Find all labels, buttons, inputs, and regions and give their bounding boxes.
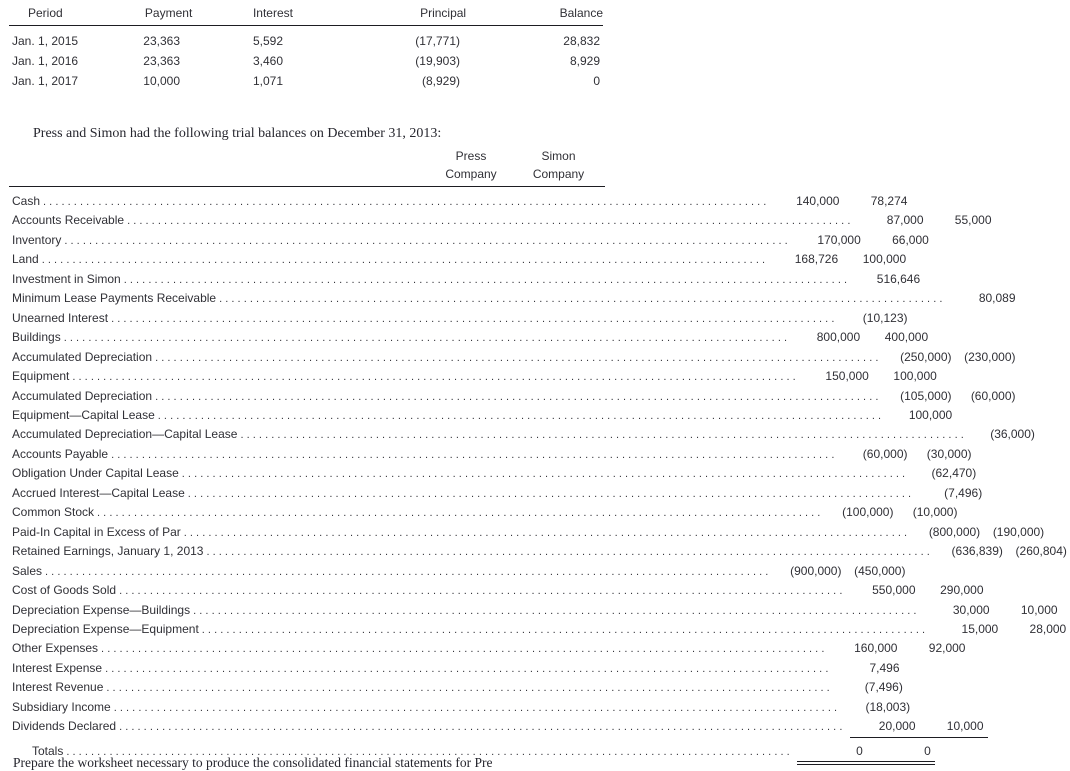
simon-amount-value: 400,000: [884, 330, 929, 345]
simon-amount-cell: [888, 406, 956, 424]
dot-leader: [111, 445, 837, 464]
simon-amount-cell: [843, 192, 911, 210]
totals-simon-amount: [867, 742, 935, 762]
press-amount-cell: [842, 445, 908, 463]
simon-amount-cell: [920, 717, 988, 737]
dot-leader: [42, 250, 768, 269]
amortization-body: [12, 31, 603, 91]
amortization-balance-cell: 28,832: [563, 34, 600, 48]
amortization-principal-cell: (19,903): [415, 54, 460, 68]
amortization-payment-cell: 23,363: [143, 54, 180, 68]
account-label: Land: [12, 252, 39, 267]
amortization-header-balance: Balance: [559, 6, 603, 20]
trial-balance-body: [12, 192, 1067, 738]
account-label: Inventory: [12, 232, 62, 247]
simon-amount-value: 290,000: [940, 583, 984, 598]
dot-leader: [119, 717, 845, 736]
simon-amount-value: 28,000: [1029, 621, 1067, 636]
dot-leader: [124, 270, 850, 289]
account-label: Accumulated Depreciation: [12, 388, 153, 403]
dot-leader: [43, 192, 769, 211]
dot-leader: [155, 387, 881, 406]
totals-label: Totals: [32, 743, 64, 758]
dot-leader: [127, 211, 853, 230]
press-amount-cell: [773, 192, 843, 210]
press-amount-value: 168,726: [794, 252, 839, 267]
account-label: Unearned Interest: [12, 310, 109, 325]
trial-balance-row: [12, 387, 1016, 406]
trial-balance-header-row: [9, 148, 605, 187]
account-label: Equipment: [12, 369, 70, 384]
account-label: Accrued Interest—Capital Lease: [12, 485, 185, 500]
dot-leader: [158, 406, 884, 425]
account-label: Cost of Goods Sold: [12, 583, 117, 598]
simon-amount-value: (10,000): [912, 505, 958, 520]
press-amount-value: (250,000): [900, 349, 952, 364]
account-label: Obligation Under Capital Lease: [12, 466, 179, 481]
press-amount-cell: [937, 542, 1003, 560]
amortization-balance-cell: 0: [593, 74, 600, 88]
simon-amount-value: 78,274: [870, 194, 908, 208]
trial-balance-row: [12, 698, 911, 717]
dot-leader: [182, 464, 908, 483]
dot-leader: [188, 484, 914, 503]
press-amount-value: (7,496): [864, 680, 903, 695]
simon-amount-cell: [873, 367, 941, 385]
dot-leader: [111, 309, 837, 328]
simon-amount-value: 100,000: [908, 407, 953, 422]
simon-amount-value: 10,000: [920, 717, 988, 737]
trial-balance-row: [12, 406, 953, 425]
dot-leader: [64, 231, 790, 250]
simon-amount-value: (30,000): [926, 446, 972, 461]
amortization-interest-cell: 1,071: [252, 74, 283, 88]
amortization-balance-cell: 8,929: [569, 54, 600, 68]
account-label: Retained Earnings, January 1, 2013: [12, 544, 204, 559]
press-amount-value: 516,646: [876, 271, 921, 286]
amortization-period-cell: Jan. 1, 2017: [12, 74, 79, 88]
account-label: Accumulated Depreciation: [12, 349, 153, 364]
amortization-period-cell: Jan. 1, 2015: [12, 34, 79, 48]
simon-amount-value: (190,000): [992, 524, 1045, 539]
dot-leader: [240, 425, 966, 444]
dot-leader: [184, 523, 910, 542]
press-amount-cell: [924, 601, 994, 619]
dot-leader: [106, 678, 832, 697]
simon-amount-cell: [980, 523, 1044, 541]
press-amount-value: 20,000: [850, 717, 920, 737]
trial-balance-row: [12, 445, 972, 464]
account-label: Dividends Declared: [12, 719, 117, 734]
account-label: Cash: [12, 194, 41, 208]
dot-leader: [105, 659, 831, 678]
simon-amount-value: 66,000: [892, 232, 929, 247]
trial-balance-row: [12, 484, 983, 503]
intro-paragraph: Press and Simon had the following trial balances on December 31, 2013:: [33, 126, 442, 141]
simon-amount-value: (260,804): [1015, 544, 1067, 559]
press-amount-cell: [844, 698, 910, 716]
simon-amount-value: 10,000: [1020, 602, 1058, 617]
trial-balance-row: [12, 581, 984, 600]
press-amount-cell: [803, 367, 873, 385]
press-amount-cell: [854, 270, 924, 288]
simon-amount-value: (60,000): [970, 388, 1016, 403]
press-amount-cell: [837, 678, 903, 696]
press-amount-cell: [775, 562, 841, 580]
press-amount-cell: [850, 581, 920, 599]
amortization-principal-cell: (8,929): [421, 74, 460, 88]
header-spacer: [12, 148, 416, 183]
amortization-interest-cell: 3,460: [252, 54, 283, 68]
account-label: Minimum Lease Payments Receivable: [12, 291, 217, 306]
account-label: Interest Expense: [12, 660, 103, 675]
press-amount-value: 170,000: [817, 232, 861, 247]
amortization-principal-cell: (17,771): [415, 34, 460, 48]
account-label: Sales: [12, 563, 43, 578]
account-label: Investment in Simon: [12, 271, 121, 286]
simon-amount-value: (450,000): [854, 563, 906, 578]
account-label: Interest Revenue: [12, 680, 104, 695]
press-amount-cell: [950, 289, 1020, 307]
dot-leader: [193, 601, 919, 620]
trial-balance-row: [12, 678, 903, 697]
dot-leader: [72, 367, 798, 386]
dot-leader: [206, 542, 932, 561]
amortization-row: [12, 31, 603, 51]
account-label: Accounts Payable: [12, 446, 109, 461]
simon-amount-cell: [908, 445, 972, 463]
press-amount-value: 800,000: [816, 330, 861, 345]
simon-amount-cell: [952, 387, 1016, 405]
amortization-row: [12, 51, 603, 71]
press-amount-value: (800,000): [928, 524, 981, 539]
trial-balance-row: [12, 601, 1058, 620]
amortization-header-payment: Payment: [144, 6, 193, 20]
account-label: Common Stock: [12, 505, 95, 520]
press-amount-value: 150,000: [825, 369, 869, 384]
simon-amount-cell: [1003, 542, 1067, 560]
press-amount-cell: [914, 523, 980, 541]
simon-amount-value: 100,000: [862, 252, 907, 267]
press-amount-value: (900,000): [790, 563, 842, 578]
simon-amount-value: (230,000): [964, 349, 1016, 364]
press-amount-value: 87,000: [886, 213, 924, 228]
simon-amount-cell: [920, 581, 988, 599]
press-amount-value: 140,000: [796, 194, 840, 208]
simon-amount-cell: [971, 425, 1035, 443]
simon-company-header: [512, 148, 605, 183]
press-amount-value: 30,000: [952, 602, 990, 617]
dot-leader: [114, 698, 840, 717]
simon-amount-cell: [893, 503, 957, 521]
account-label: Accumulated Depreciation—Capital Lease: [12, 427, 238, 442]
simon-header-line1: Simon: [541, 149, 576, 163]
press-amount-cell: [886, 348, 952, 366]
account-label: Accounts Receivable: [12, 213, 125, 228]
dot-leader: [97, 503, 823, 522]
press-amount-cell: [886, 387, 952, 405]
press-amount-value: (10,123): [862, 310, 908, 325]
simon-header-line2: Company: [532, 166, 585, 181]
press-amount-value: 550,000: [872, 583, 916, 598]
account-label: Equipment—Capital Lease: [12, 407, 155, 422]
amortization-header-row: [9, 4, 603, 26]
trial-balance-row: [12, 270, 921, 289]
trial-balance-row: [12, 659, 900, 678]
press-amount-value: (105,000): [900, 388, 952, 403]
trial-balance-row: [12, 620, 1067, 639]
amortization-table: [12, 4, 603, 91]
simon-amount-value: 55,000: [954, 213, 992, 228]
trial-balance-row: [12, 348, 1016, 367]
simon-amount-cell: [864, 328, 932, 346]
simon-amount-cell: [928, 211, 996, 229]
totals-simon-value: 0: [867, 742, 935, 762]
trial-balance-row: [12, 289, 1016, 308]
press-amount-cell: [842, 309, 908, 327]
simon-amount-cell: [952, 348, 1016, 366]
press-amount-value: (636,839): [951, 544, 1003, 559]
trial-balance-row: [12, 425, 1035, 444]
dot-leader: [101, 639, 827, 658]
account-label: Subsidiary Income: [12, 699, 111, 714]
simon-amount-cell: [841, 562, 905, 580]
clipped-bottom-text: Prepare the worksheet necessary to produce the consolidated financial statements for Pre: [13, 754, 493, 770]
simon-amount-value: (62,470): [931, 466, 977, 481]
dot-leader: [64, 328, 790, 347]
trial-balance-row: [12, 639, 966, 658]
trial-balance-row: [12, 523, 1045, 542]
account-label: Paid-In Capital in Excess of Par: [12, 524, 181, 539]
amortization-header-principal: Principal: [420, 6, 467, 20]
totals-press-amount: [797, 742, 867, 762]
simon-amount-value: (7,496): [944, 485, 983, 500]
trial-balance-row: [12, 503, 958, 522]
trial-balance-row: [12, 562, 906, 581]
simon-amount-cell: [865, 231, 933, 249]
trial-balance-row: [12, 464, 977, 483]
dot-leader: [45, 562, 771, 581]
trial-balance-row: [12, 309, 908, 328]
dot-leader: [119, 581, 845, 600]
press-amount-value: 80,089: [978, 291, 1016, 306]
press-amount-cell: [858, 211, 928, 229]
press-amount-value: 15,000: [961, 621, 999, 636]
simon-amount-cell: [918, 484, 982, 502]
press-amount-cell: [794, 328, 864, 346]
amortization-header-interest: Interest: [252, 6, 293, 20]
press-amount-value: (100,000): [842, 505, 894, 520]
trial-balance-row: [12, 192, 908, 211]
press-header-line2: Company: [445, 166, 497, 181]
trial-balance-row: [12, 328, 929, 347]
trial-balance-row: [12, 367, 937, 386]
dot-leader: [202, 620, 928, 639]
simon-amount-cell: [1002, 620, 1070, 638]
trial-balance-row: [12, 231, 929, 250]
simon-amount-cell: [842, 250, 910, 268]
press-amount-cell: [850, 717, 920, 737]
account-label: Other Expenses: [12, 641, 99, 656]
press-amount-value: 160,000: [854, 641, 898, 656]
simon-amount-cell: [994, 601, 1062, 619]
press-amount-cell: [795, 231, 865, 249]
trial-balance-row: [12, 542, 1067, 561]
press-header-line1: Press: [455, 149, 487, 163]
trial-balance-table: [12, 148, 1067, 762]
amortization-interest-cell: 5,592: [252, 34, 283, 48]
press-amount-value: (18,003): [865, 699, 911, 714]
trial-balance-row: [12, 717, 984, 737]
simon-amount-value: 7,496: [869, 660, 900, 675]
amortization-payment-cell: 10,000: [143, 74, 180, 88]
amortization-header-period: Period: [28, 6, 63, 20]
trial-balance-row: [12, 211, 992, 230]
trial-balance-row: [12, 250, 907, 269]
press-amount-cell: [772, 250, 842, 268]
simon-amount-cell: [836, 659, 904, 677]
totals-press-value: 0: [797, 742, 867, 762]
account-label: Depreciation Expense—Equipment: [12, 621, 199, 636]
press-amount-cell: [827, 503, 893, 521]
press-amount-cell: [932, 620, 1002, 638]
account-label: Buildings: [12, 330, 61, 345]
press-amount-value: (60,000): [862, 446, 908, 461]
simon-amount-cell: [901, 639, 969, 657]
account-label: Depreciation Expense—Buildings: [12, 602, 191, 617]
amortization-payment-cell: 23,363: [143, 34, 180, 48]
dot-leader: [219, 289, 945, 308]
simon-amount-value: 92,000: [928, 641, 966, 656]
simon-amount-cell: [912, 464, 976, 482]
amortization-row: [12, 71, 603, 91]
press-company-header: [416, 148, 512, 183]
press-amount-cell: [831, 639, 901, 657]
simon-amount-value: 100,000: [893, 369, 937, 384]
amortization-period-cell: Jan. 1, 2016: [12, 54, 79, 68]
dot-leader: [155, 348, 881, 367]
simon-amount-value: (36,000): [990, 427, 1035, 442]
